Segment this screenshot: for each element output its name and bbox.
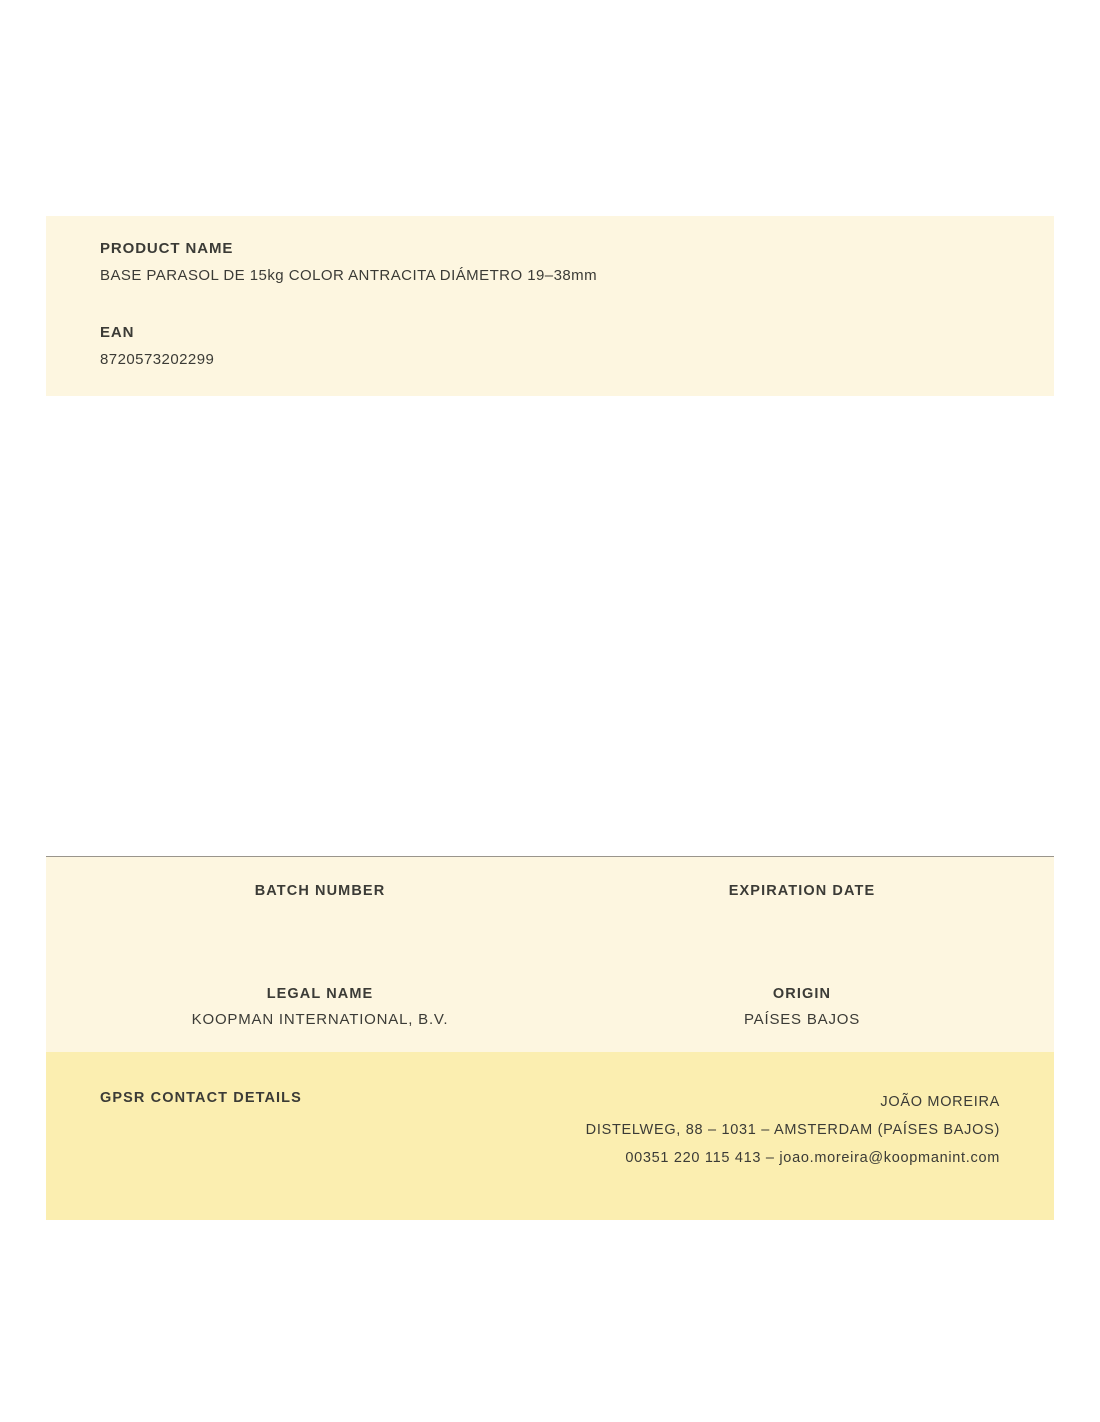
- legal-name-value: KOOPMAN INTERNATIONAL, B.V.: [191, 1011, 449, 1028]
- batch-number-value: [100, 908, 540, 926]
- gpsr-contact-block: [46, 1052, 1054, 1220]
- legal-origin-row: [46, 986, 1054, 1029]
- gpsr-contact-lines: [586, 1088, 1000, 1172]
- origin-label: ORIGIN: [772, 986, 832, 1002]
- field-spacer: [100, 284, 1000, 324]
- batch-expiration-row: [46, 883, 1054, 926]
- expiration-date-label: EXPIRATION DATE: [728, 883, 876, 899]
- legal-name-label: LEGAL NAME: [266, 986, 374, 1002]
- legal-name-cell: [46, 986, 550, 1029]
- batch-legal-info-block: [46, 856, 1054, 1056]
- batch-number-cell: [46, 883, 550, 926]
- expiration-date-value: [560, 908, 1044, 926]
- gpsr-contact-name: JOÃO MOREIRA: [880, 1094, 1000, 1110]
- origin-cell: [550, 986, 1054, 1029]
- gpsr-contact-label: GPSR CONTACT DETAILS: [100, 1090, 302, 1106]
- origin-value: PAÍSES BAJOS: [743, 1011, 861, 1028]
- blank-content-area: [46, 396, 1054, 856]
- batch-number-label: BATCH NUMBER: [254, 883, 386, 899]
- ean-label: EAN: [100, 324, 135, 341]
- ean-value: 8720573202299: [100, 351, 215, 368]
- gpsr-contact-address: DISTELWEG, 88 – 1031 – AMSTERDAM (PAÍSES BAJOS): [585, 1122, 1000, 1138]
- expiration-date-cell: [550, 883, 1054, 926]
- gpsr-contact-phone-email: 00351 220 115 413 – joao.moreira@koopmanint.com: [625, 1150, 1000, 1166]
- product-name-value: BASE PARASOL DE 15kg COLOR ANTRACITA DIÁMETRO 19–38mm: [100, 267, 598, 284]
- product-info-block: [46, 216, 1054, 399]
- product-name-label: PRODUCT NAME: [100, 240, 234, 257]
